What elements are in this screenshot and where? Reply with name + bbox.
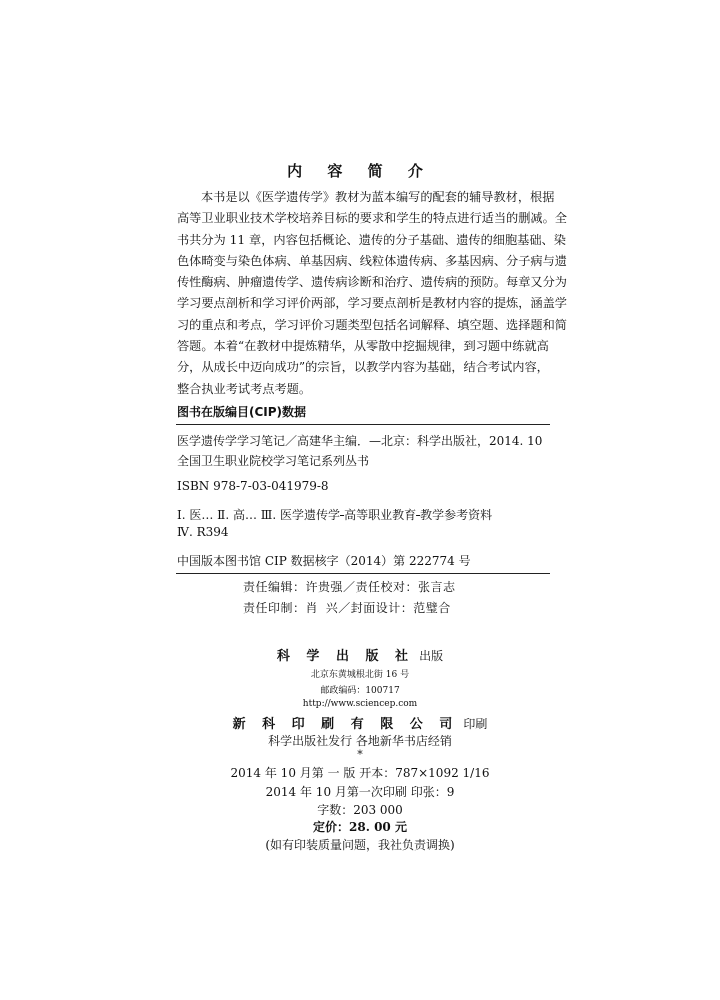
publisher-address: 北京东黄城根北街 16 号 [310, 670, 410, 680]
cip-core-number: 中国版本图书馆 CIP 数据核字（2014）第 222774 号 [177, 554, 471, 568]
cip-subject-part: 高等职业教育 [344, 508, 417, 522]
printer-suffix: 印刷 [463, 717, 488, 731]
cip-title-line: 医学遗传学学习笔记／高建华主编．—北京：科学出版社，2014. 10 [177, 434, 543, 448]
intro-line: 答题。本着“在教材中提炼精华，从零散中挖掘规律，到习题中练就高 [177, 339, 549, 354]
printer-name: 新 科 印 刷 有 限 公 司 [232, 717, 459, 732]
publisher-line [0, 645, 720, 664]
separator-mark: * [357, 748, 363, 761]
cip-subject-part: 教学参考资料 [420, 508, 493, 522]
cip-top-rule [176, 424, 550, 425]
intro-line: 传性酶病、肿瘤遗传学、遗传病诊断和治疗、遗传病的预防。每章又分为 [177, 275, 567, 290]
price: 定价：28. 00 元 [313, 820, 407, 834]
cip-heading: 图书在版编目(CIP)数据 [177, 405, 307, 419]
intro-line: 本书是以《医学遗传学》教材为蓝本编写的配套的辅导教材，根据 [201, 190, 555, 204]
quality-notice: (如有印装质量问题，我社负责调换) [265, 838, 455, 852]
intro-line: 高等卫业职业技术学校培养目标的要求和学生的特点进行适当的删减。全 [177, 211, 567, 226]
cip-classification: Ⅳ. R394 [177, 525, 229, 539]
cip-subject-part: Ⅰ. 医… Ⅱ. 高… Ⅲ. 医学遗传学 [177, 508, 340, 522]
cip-isbn: ISBN 978-7-03-041979-8 [177, 479, 329, 493]
intro-line: 色体畸变与染色体病、单基因病、线粒体遗传病、多基因病、分子病与遗 [177, 253, 567, 268]
cip-bottom-rule [176, 573, 550, 574]
printer-line [0, 713, 720, 732]
publisher-postcode: 邮政编码：100717 [320, 686, 400, 696]
credits-editor-line: 责任编辑：许贵强／责任校对：张言志 [243, 580, 456, 594]
intro-paragraph [177, 187, 567, 400]
intro-line: 学习要点剖析和学习评价两部，学习要点剖析是教材内容的提炼，涵盖学 [177, 296, 567, 311]
intro-line: 习的重点和考点，学习评价习题类型包括名词解释、填空题、选择题和简 [177, 317, 567, 332]
cip-subjects [177, 506, 492, 523]
cip-subject-sep: - [340, 508, 345, 522]
intro-line: 整合执业考试考点考题。 [177, 381, 312, 396]
intro-line: 分，从成长中迈向成功”的宗旨，以教学内容为基础，结合考试内容， [177, 360, 549, 375]
distribution-line: 科学出版社发行 各地新华书店经销 [268, 734, 452, 748]
intro-title: 内 容 简 介 [287, 162, 433, 180]
publisher-website: http://www.sciencep.com [302, 699, 418, 709]
publisher-name: 科 学 出 版 社 [276, 649, 414, 664]
cip-subject-sep: - [416, 508, 421, 522]
credits-print-line: 责任印制：肖 兴／封面设计：范璧合 [243, 601, 451, 615]
word-count: 字数：203 000 [317, 803, 403, 817]
edition-line: 2014 年 10 月第 一 版 开本：787×1092 1/16 [230, 766, 490, 780]
cip-series-line: 全国卫生职业院校学习笔记系列丛书 [177, 454, 370, 468]
printing-line: 2014 年 10 月第一次印刷 印张：9 [265, 785, 455, 799]
publisher-suffix: 出版 [419, 649, 444, 663]
intro-line: 书共分为 11 章，内容包括概论、遗传的分子基础、遗传的细胞基础、染 [177, 232, 566, 247]
